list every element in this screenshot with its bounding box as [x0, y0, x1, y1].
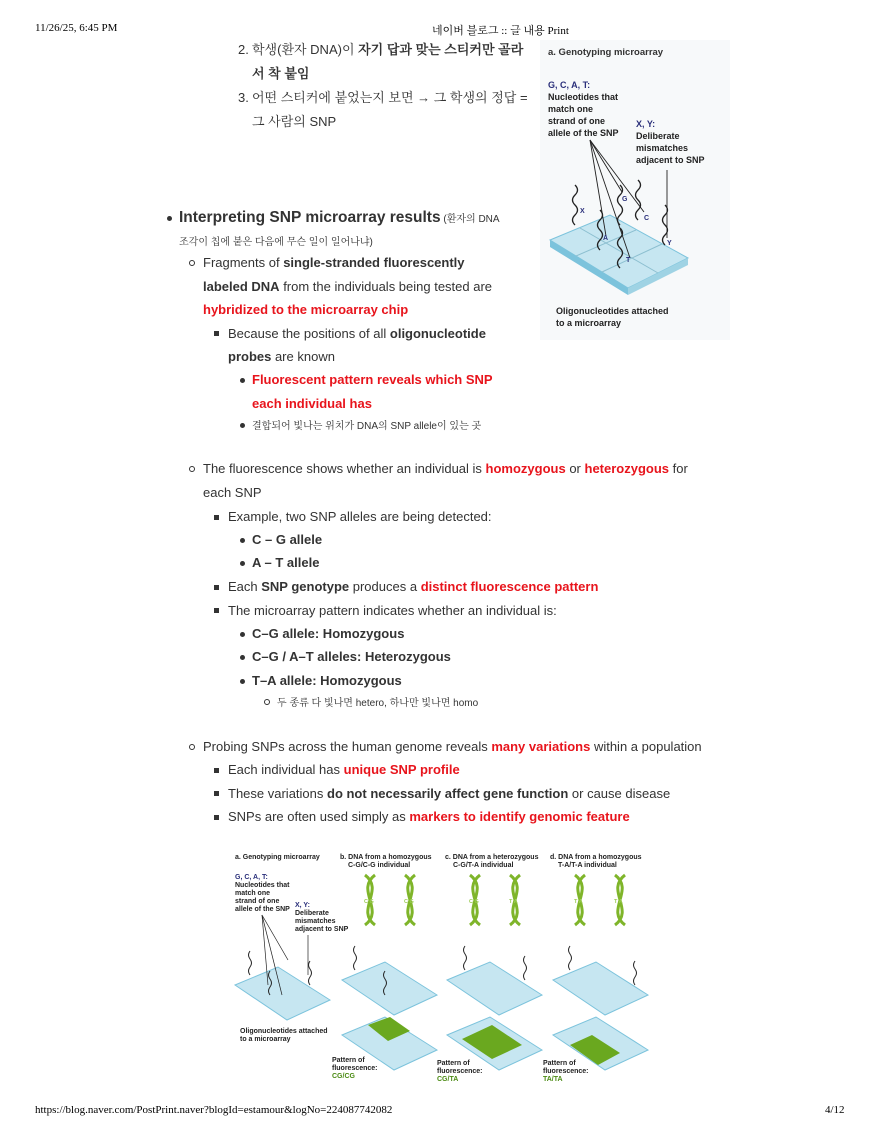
genotyping-microarray-figure — [540, 40, 730, 340]
text-segment: or cause disease — [568, 786, 671, 801]
section-heading — [179, 209, 500, 229]
bold-text: probes — [228, 349, 272, 364]
text-segment: Fragments of — [203, 255, 284, 270]
text-segment: 조각이 칩에 붙은 다음에 무슨 일이 일어나냐) — [179, 237, 373, 248]
svg-text:match one: match one — [548, 104, 594, 114]
bullet-circle — [189, 744, 195, 750]
bullet-square — [214, 791, 219, 796]
svg-text:T A: T A — [614, 899, 623, 905]
bold-text: A – T allele — [252, 555, 320, 570]
text-line — [252, 648, 451, 666]
bullet-square — [214, 331, 219, 336]
svg-text:C: C — [644, 215, 650, 222]
svg-text:b. DNA from a homozygous: b. DNA from a homozygous — [340, 854, 432, 861]
svg-text:CG/TA: CG/TA — [437, 1076, 459, 1083]
bullet-square — [214, 608, 219, 613]
svg-text:T: T — [626, 257, 631, 264]
text-segment: from the individuals being tested are — [279, 279, 493, 294]
bullet-disc — [240, 378, 245, 383]
text-segment: These variations — [228, 786, 327, 801]
svg-text:C-G/T-A individual: C-G/T-A individual — [453, 862, 514, 869]
text-line — [228, 508, 492, 526]
bullet-disc — [240, 632, 245, 637]
bold-text: do not necessarily affect gene function — [327, 786, 569, 801]
text-line — [252, 625, 404, 643]
bullet-disc — [240, 655, 245, 660]
text-line — [228, 761, 460, 779]
svg-text:Oligonucleotides attached: Oligonucleotides attached — [556, 306, 669, 316]
genotyping-panels-figure — [230, 845, 650, 1090]
svg-text:Deliberate: Deliberate — [636, 131, 680, 141]
bullet-circle — [264, 699, 270, 705]
highlighted-text: heterozygous — [584, 461, 670, 476]
text-line — [252, 554, 319, 572]
text-segment: Probing SNPs across the human genome reveals — [203, 739, 492, 754]
svg-text:C G: C G — [404, 899, 414, 905]
svg-text:fluorescence:: fluorescence: — [437, 1068, 483, 1075]
bullet-square — [214, 515, 219, 520]
text-segment: The microarray pattern indicates whether an individual is: — [228, 603, 557, 618]
fluorescence-plates — [342, 1017, 648, 1070]
svg-text:T-A/T-A individual: T-A/T-A individual — [558, 862, 617, 869]
text-line — [252, 65, 309, 83]
text-segment: or — [565, 461, 585, 476]
text-segment: are known — [271, 349, 335, 364]
highlighted-text: markers to identify genomic feature — [409, 809, 630, 824]
bold-text: T–A allele: Homozygous — [252, 673, 402, 688]
text-line — [203, 484, 262, 502]
text-line — [228, 348, 335, 366]
text-line — [277, 693, 478, 713]
svg-text:strand of one: strand of one — [235, 898, 280, 905]
text-line — [228, 578, 598, 596]
text-segment: 어떤 스티커에 붙었는지 보면 → 그 학생의 정답 = — [252, 90, 528, 105]
text-line — [252, 395, 372, 413]
svg-text:TA/TA: TA/TA — [543, 1076, 563, 1083]
text-segment: Each individual has — [228, 762, 344, 777]
bullet-square — [214, 815, 219, 820]
bold-text: SNP genotype — [261, 579, 350, 594]
svg-text:mismatches: mismatches — [636, 143, 689, 153]
print-title: 네이버 블로그 :: 글 내용 Print — [432, 25, 569, 37]
text-segment: 그 사람의 SNP — [252, 114, 337, 129]
text-segment: 학생(환자 DNA)이 — [252, 42, 359, 57]
svg-text:Y: Y — [667, 240, 672, 247]
text-line — [203, 301, 408, 319]
bullet-disc — [240, 538, 245, 543]
svg-text:d. DNA from a homozygous: d. DNA from a homozygous — [550, 854, 642, 861]
bullet-disc — [240, 679, 245, 684]
svg-text:Pattern of: Pattern of — [543, 1060, 576, 1067]
print-url: https://blog.naver.com/PostPrint.naver?blogId=estamour&logNo=224087742082 — [35, 1104, 393, 1116]
svg-text:to a microarray: to a microarray — [556, 318, 622, 328]
svg-text:G: G — [622, 196, 628, 203]
text-segment: Because the positions of all — [228, 326, 390, 341]
probe-plates — [235, 962, 648, 1020]
svg-text:G, C, A, T:: G, C, A, T: — [548, 80, 591, 90]
figure-title: a. Genotyping microarray — [548, 47, 664, 58]
svg-text:A: A — [603, 235, 609, 242]
text-line — [252, 41, 523, 59]
text-line — [203, 738, 702, 756]
text-line — [203, 460, 688, 478]
bullet-disc — [167, 216, 172, 221]
svg-text:G, C, A, T:: G, C, A, T: — [235, 874, 268, 881]
svg-text:strand of one: strand of one — [548, 116, 606, 126]
text-segment: Example, two SNP alleles are being detected: — [228, 509, 492, 524]
svg-text:CG/CG: CG/CG — [332, 1073, 355, 1080]
text-segment: Each — [228, 579, 262, 594]
svg-text:Nucleotides that: Nucleotides that — [548, 92, 619, 102]
svg-text:C-G/C-G individual: C-G/C-G individual — [348, 862, 411, 869]
text-line — [228, 602, 557, 620]
bold-text: single-stranded fluorescently — [283, 255, 465, 270]
text-line — [179, 232, 373, 252]
svg-text:allele of the SNP: allele of the SNP — [548, 128, 619, 138]
text-segment: 결합되어 빛나는 위치가 DNA의 SNP allele이 있는 곳 — [252, 421, 482, 432]
highlighted-text: many variations — [491, 739, 591, 754]
svg-text:a. Genotyping microarray: a. Genotyping microarray — [235, 854, 320, 861]
text-segment: produces a — [349, 579, 421, 594]
svg-text:Nucleotides that: Nucleotides that — [235, 882, 290, 889]
bold-text: 자기 답과 맞는 스티커만 골라 — [358, 42, 524, 57]
text-segment: Interpreting SNP microarray results — [179, 209, 441, 226]
bold-text: C–G / A–T alleles: Heterozygous — [252, 649, 451, 664]
svg-text:c. DNA from a heterozygous: c. DNA from a heterozygous — [445, 854, 539, 861]
svg-text:adjacent to SNP: adjacent to SNP — [636, 155, 705, 165]
bold-text: oligonucleotide — [389, 326, 486, 341]
svg-text:T A: T A — [574, 899, 583, 905]
svg-text:T A: T A — [509, 899, 518, 905]
svg-text:fluorescence:: fluorescence: — [543, 1068, 589, 1075]
text-line — [228, 808, 630, 826]
svg-text:mismatches: mismatches — [295, 918, 336, 925]
svg-text:allele of the SNP: allele of the SNP — [235, 906, 290, 913]
text-line — [252, 89, 528, 107]
text-line — [203, 254, 465, 272]
svg-text:X, Y:: X, Y: — [636, 119, 656, 129]
text-segment: 두 종류 다 빛나면 hetero, 하나만 빛나면 homo — [277, 698, 479, 709]
text-segment: for — [669, 461, 688, 476]
svg-text:Pattern of: Pattern of — [332, 1057, 365, 1064]
text-segment: The fluorescence shows whether an individual is — [203, 461, 486, 476]
page-number: 4/12 — [825, 1104, 845, 1116]
bullet-disc — [240, 423, 245, 428]
svg-text:C G: C G — [364, 899, 374, 905]
highlighted-text: Fluorescent pattern reveals which SNP — [252, 372, 493, 387]
print-datetime: 11/26/25, 6:45 PM — [35, 22, 118, 34]
text-line — [228, 785, 670, 803]
bullet-square — [214, 585, 219, 590]
text-segment: each SNP — [203, 485, 262, 500]
bold-text: labeled DNA — [203, 279, 280, 294]
svg-text:Oligonucleotides attached: Oligonucleotides attached — [240, 1028, 328, 1035]
text-line — [252, 113, 336, 131]
bullet-circle — [189, 466, 195, 472]
text-line — [203, 278, 492, 296]
svg-text:Pattern of: Pattern of — [437, 1060, 470, 1067]
svg-text:X, Y:: X, Y: — [295, 902, 310, 909]
bold-text: C – G allele — [252, 532, 323, 547]
svg-text:to a microarray: to a microarray — [240, 1036, 291, 1043]
svg-text:X: X — [580, 208, 585, 215]
text-line — [252, 531, 322, 549]
highlighted-text: homozygous — [485, 461, 566, 476]
text-segment: within a population — [590, 739, 702, 754]
bullet-disc — [240, 561, 245, 566]
svg-text:match one: match one — [235, 890, 271, 897]
text-segment: SNPs are often used simply as — [228, 809, 410, 824]
bold-text: 서 착 붙임 — [252, 66, 310, 81]
highlighted-text: hybridized to the microarray chip — [203, 302, 409, 317]
bullet-circle — [189, 260, 195, 266]
highlighted-text: each individual has — [252, 396, 372, 411]
text-line — [252, 416, 481, 436]
list-number: 3. — [238, 90, 249, 105]
svg-text:C G: C G — [469, 899, 479, 905]
text-segment: (환자의 DNA — [440, 214, 500, 225]
text-line — [252, 672, 402, 690]
list-number: 2. — [238, 42, 249, 57]
bold-text: C–G allele: Homozygous — [252, 626, 405, 641]
svg-text:Deliberate: Deliberate — [295, 910, 329, 917]
bullet-square — [214, 768, 219, 773]
svg-text:fluorescence:: fluorescence: — [332, 1065, 378, 1072]
text-line — [252, 371, 493, 389]
highlighted-text: unique SNP profile — [343, 762, 460, 777]
svg-text:adjacent to SNP: adjacent to SNP — [295, 926, 349, 933]
text-line — [228, 325, 486, 343]
highlighted-text: distinct fluorescence pattern — [420, 579, 599, 594]
